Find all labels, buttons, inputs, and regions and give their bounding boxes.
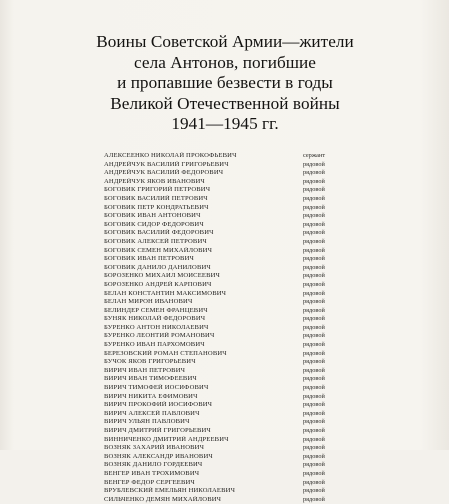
soldier-rank: рядовой (303, 220, 325, 228)
soldier-name: БЕЛИНДЕР СЕМЕН ФРАНЦЕВИЧ (104, 306, 208, 314)
roster-row (104, 264, 349, 273)
roster-row (104, 272, 349, 281)
roster-row (104, 290, 349, 299)
roster-row (104, 255, 349, 264)
soldier-rank: рядовой (303, 255, 325, 263)
soldier-name: БОГОВИК СЕМЕН МИХАЙЛОВИЧ (104, 246, 213, 254)
roster-row (104, 281, 349, 290)
soldier-rank: рядовой (303, 341, 325, 349)
roster-row (104, 496, 349, 504)
roster-row (104, 221, 349, 230)
soldier-name: ВИРИЧ ПРОКОФИЙ ИОСИФОВИЧ (104, 401, 213, 409)
soldier-name: БЕЛАН КОНСТАНТИН МАКСИМОВИЧ (104, 289, 227, 297)
soldier-name: ВИРИЧ АЛЕКСЕЙ ПАВЛОВИЧ (104, 409, 200, 417)
soldier-rank: рядовой (303, 444, 325, 452)
soldier-rank: рядовой (303, 349, 325, 357)
soldier-rank: рядовой (303, 315, 325, 323)
roster-row (104, 444, 349, 453)
soldier-name: ВИРИЧ НИКИТА ЕФИМОВИЧ (104, 392, 198, 400)
soldier-rank: рядовой (303, 306, 325, 314)
roster-row (104, 238, 349, 247)
heading-line: и пропавшие безвести в годы (117, 73, 333, 92)
soldier-name: БЕЛАН МИРОН ИВАНОВИЧ (104, 298, 193, 306)
soldier-name: АЛЕКСЕЕНКО НИКОЛАЙ ПРОКОФЬЕВИЧ (104, 152, 237, 159)
soldier-name: ВИРИЧ ТИМОФЕЙ ИОСИФОВИЧ (104, 384, 209, 392)
soldier-name: БУРЕНКО ЛЕОНТИЙ РОМАНОВИЧ (104, 332, 215, 340)
roster-row (104, 247, 349, 256)
roster-row (104, 479, 349, 488)
soldier-name: БОРОЗЕНКО АНДРЕЙ КАРПОВИЧ (104, 280, 212, 288)
roster-row (104, 169, 349, 178)
soldier-rank: рядовой (303, 366, 325, 374)
soldier-rank: рядовой (303, 401, 325, 409)
roster-row (104, 410, 349, 419)
soldier-rank: рядовой (303, 186, 325, 194)
roster-row (104, 427, 349, 436)
roster-row (104, 298, 349, 307)
soldier-rank: рядовой (303, 384, 325, 392)
roster-list (104, 152, 349, 504)
roster-row (104, 393, 349, 402)
soldier-name: ВИННИЧЕНКО ДМИТРИЙ АНДРЕЕВИЧ (104, 435, 229, 443)
soldier-name: АНДРЕЙЧУК ВАСИЛИЙ ФЕДОРОВИЧ (104, 169, 224, 177)
roster-row (104, 375, 349, 384)
soldier-rank: рядовой (303, 332, 325, 340)
soldier-name: БУНЯК НИКОЛАЙ ФЕДОРОВИЧ (104, 315, 206, 323)
soldier-rank: рядовой (303, 169, 325, 177)
roster-row (104, 307, 349, 316)
roster-row (104, 204, 349, 213)
roster-row (104, 229, 349, 238)
roster-row (104, 350, 349, 359)
roster-row (104, 436, 349, 445)
soldier-name: БОГОВИК СИДОР ФЕДОРОВИЧ (104, 220, 204, 228)
soldier-rank: рядовой (303, 418, 325, 426)
roster-row (104, 384, 349, 393)
soldier-name: ВОЗНЯК АЛЕКСАНДР ИВАНОВИЧ (104, 452, 213, 460)
soldier-rank: рядовой (303, 246, 325, 254)
soldier-name: АНДРЕЙЧУК ВАСИЛИЙ ГРИГОРЬЕВИЧ (104, 160, 229, 168)
soldier-rank: рядовой (303, 478, 325, 486)
soldier-rank: рядовой (303, 487, 325, 495)
soldier-name: ВОЗНЯК ЗАХАРИЙ ИВАНОВИЧ (104, 444, 205, 452)
soldier-rank: рядовой (303, 461, 325, 469)
roster-row (104, 487, 349, 496)
soldier-rank: рядовой (303, 469, 325, 477)
roster-row (104, 461, 349, 470)
soldier-name: БОГОВИК ГРИГОРИЙ ПЕТРОВИЧ (104, 186, 211, 194)
heading-line: Великой Отечественной войны (110, 93, 340, 113)
soldier-name: БУРЕНКО ИВАН ПАРХОМОВИЧ (104, 341, 205, 349)
soldier-name: БОГОВИК АЛЕКСЕЙ ПЕТРОВИЧ (104, 237, 207, 245)
soldier-name: ВИРИЧ ИВАН ТИМОФЕЕВИЧ (104, 375, 197, 383)
soldier-rank: рядовой (303, 160, 325, 168)
roster-row (104, 178, 349, 187)
soldier-name: АНДРЕЙЧУК ЯКОВ ИВАНОВИЧ (104, 177, 205, 185)
heading-line: 1941—1945 гг. (171, 114, 279, 133)
soldier-rank: рядовой (303, 358, 325, 366)
soldier-name: ВОЗНЯК ДАНИЛО ГОРДЕЕВИЧ (104, 461, 203, 469)
soldier-rank: рядовой (303, 495, 325, 503)
page-heading (40, 32, 410, 135)
roster-row (104, 341, 349, 350)
roster-row (104, 324, 349, 333)
soldier-rank: рядовой (303, 203, 325, 211)
soldier-name: ВЕНГЕР ФЕДОР СЕРГЕЕВИЧ (104, 478, 195, 486)
soldier-name: БОГОВИК ВАСИЛИЙ ФЕДОРОВИЧ (104, 229, 214, 237)
soldier-rank: рядовой (303, 212, 325, 220)
roster-row (104, 186, 349, 195)
roster-row (104, 332, 349, 341)
soldier-rank: рядовой (303, 177, 325, 185)
roster-row (104, 152, 349, 161)
soldier-rank: рядовой (303, 280, 325, 288)
soldier-rank: рядовой (303, 289, 325, 297)
soldier-name: БЕРЕЗОВСКИЙ РОМАН СТЕПАНОВИЧ (104, 349, 227, 357)
roster-row (104, 367, 349, 376)
soldier-name: БОГОВИК ПЕТР КОНДРАТЬЕВИЧ (104, 203, 209, 211)
heading-line: села Антонов, погибшие (134, 52, 316, 72)
soldier-name: БУРЕНКО АНТОН НИКОЛАЕВИЧ (104, 323, 209, 331)
soldier-rank: рядовой (303, 298, 325, 306)
roster-row (104, 470, 349, 479)
soldier-name: БОГОВИК ИВАН ПЕТРОВИЧ (104, 255, 194, 263)
soldier-name: БОГОВИК ДАНИЛО ДАНИЛОВИЧ (104, 263, 211, 271)
roster-row (104, 453, 349, 462)
roster-row (104, 161, 349, 170)
soldier-rank: рядовой (303, 272, 325, 280)
soldier-name: БОГОВИК ВАСИЛИЙ ПЕТРОВИЧ (104, 194, 208, 202)
roster-row (104, 418, 349, 427)
soldier-name: ВРУБЛЕВСКИЙ ЕМЕЛЬЯН НИКОЛАЕВИЧ (104, 487, 236, 495)
soldier-name: БУЧОК ЯКОВ ГРИГОРЬЕВИЧ (104, 358, 196, 366)
soldier-name: ВИРИЧ УЛЬЯН ПАВЛОВИЧ (104, 418, 190, 426)
roster-row (104, 401, 349, 410)
heading-line: Воины Советской Армии—жители (96, 32, 354, 51)
roster-row (104, 195, 349, 204)
soldier-rank: сержант (303, 152, 326, 159)
roster-row (104, 315, 349, 324)
soldier-rank: рядовой (303, 237, 325, 245)
soldier-rank: рядовой (303, 435, 325, 443)
soldier-rank: рядовой (303, 427, 325, 434)
soldier-name: СИЛЬЧЕНКО ДЕМЯН МИХАЙЛОВИЧ (104, 495, 222, 503)
soldier-rank: рядовой (303, 323, 325, 331)
soldier-name: ВИРИЧ ДМИТРИЙ ГРИГОРЬЕВИЧ (104, 427, 211, 434)
soldier-rank: рядовой (303, 194, 325, 202)
soldier-rank: рядовой (303, 452, 325, 460)
soldier-rank: рядовой (303, 263, 325, 271)
soldier-name: БОГОВИК ИВАН АНТОНОВИЧ (104, 212, 201, 220)
roster-row (104, 212, 349, 221)
soldier-rank: рядовой (303, 229, 325, 237)
soldier-rank: рядовой (303, 409, 325, 417)
soldier-rank: рядовой (303, 392, 325, 400)
roster-row (104, 358, 349, 367)
soldier-name: ВЕНГЕР ИВАН ТРОХИМОВИЧ (104, 469, 200, 477)
soldier-rank: рядовой (303, 375, 325, 383)
soldier-name: ВИРИЧ ИВАН ПЕТРОВИЧ (104, 366, 186, 374)
soldier-name: БОРОЗЕНКО МИХАИЛ МОИСЕЕВИЧ (104, 272, 220, 280)
